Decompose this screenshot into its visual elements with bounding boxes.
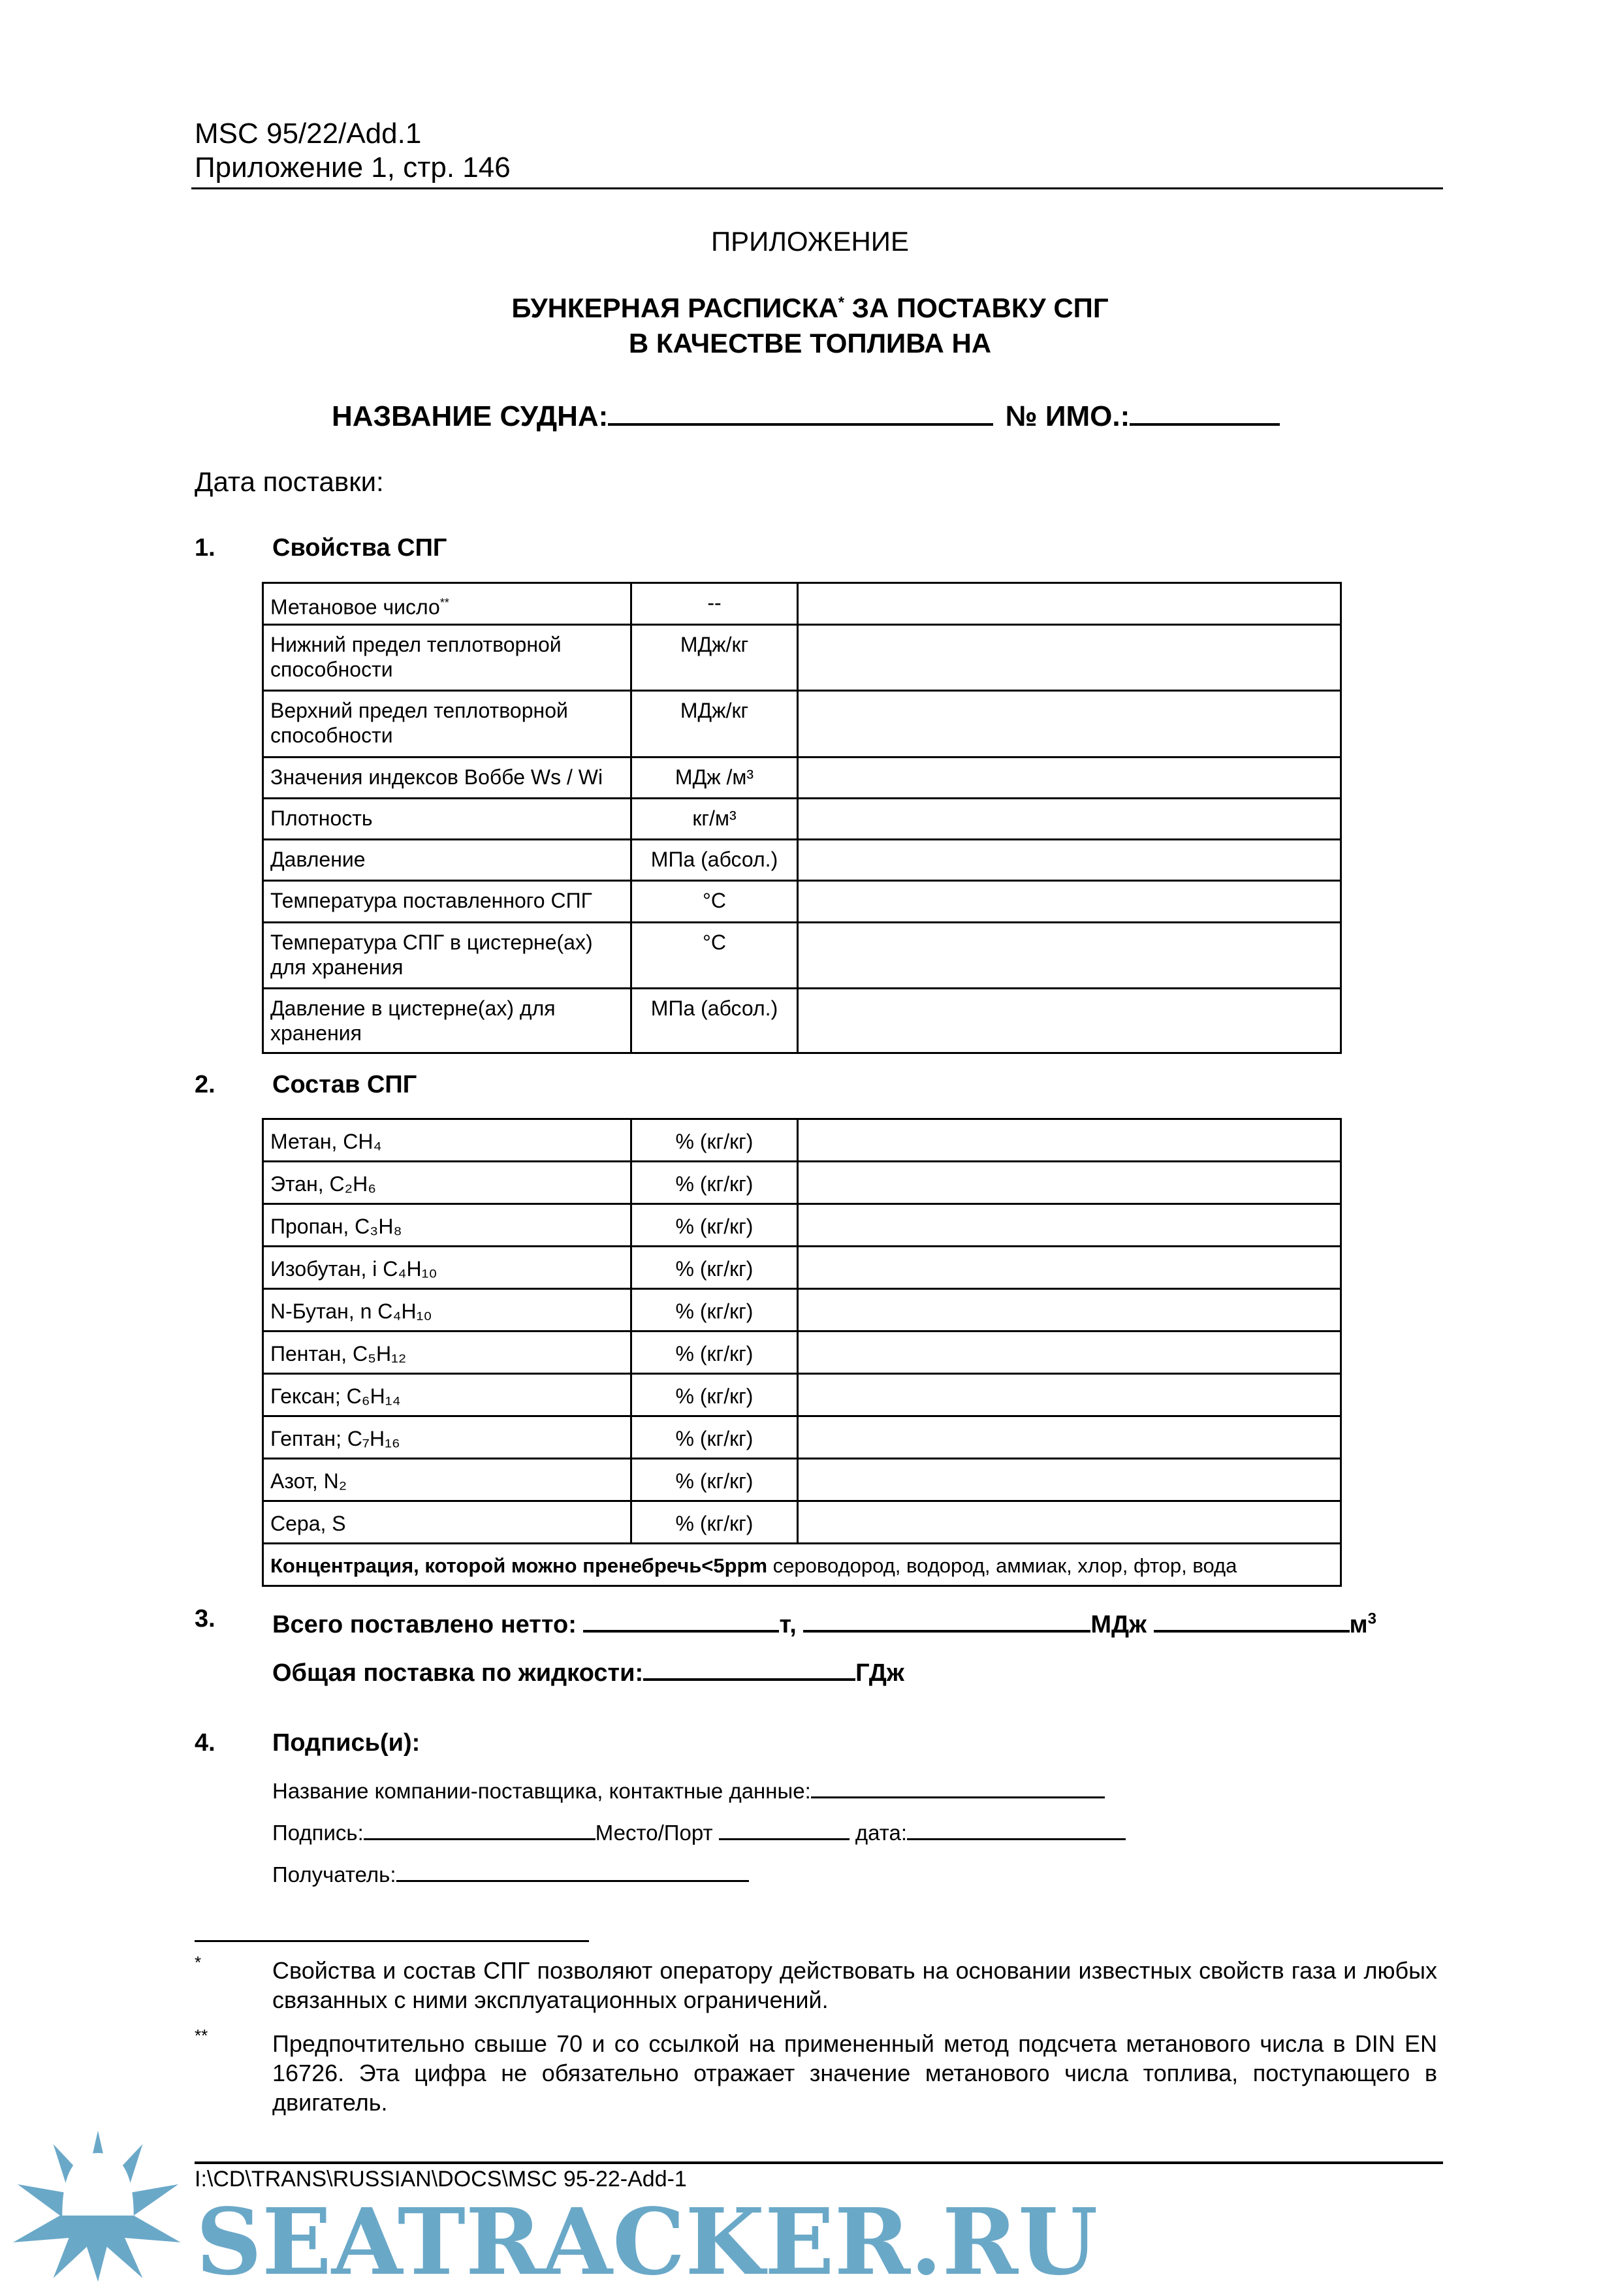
- property-value-cell[interactable]: [798, 922, 1341, 988]
- property-label: Температура поставленного СПГ: [270, 888, 592, 912]
- property-value-cell[interactable]: [798, 624, 1341, 690]
- document-title-line2: В КАЧЕСТВЕ ТОПЛИВА НА: [628, 328, 992, 359]
- header-rule: [191, 187, 1443, 189]
- supplier-line: [272, 1775, 1105, 1804]
- component-name: Гептан; C₇H₁₆: [263, 1416, 631, 1459]
- vessel-line: [332, 394, 1280, 433]
- net-volume-field[interactable]: [1154, 1605, 1350, 1633]
- property-row: [263, 880, 1341, 922]
- footnote-separator: [195, 1940, 589, 1942]
- component-unit: % (кг/кг): [631, 1119, 798, 1162]
- property-unit: °C: [631, 880, 798, 922]
- property-label: Метановое число: [270, 595, 440, 619]
- component-value-cell[interactable]: [798, 1331, 1341, 1374]
- property-name: [263, 922, 631, 988]
- footnote1-text: Свойства и состав СПГ позволяют оператору действовать на основании известных свойств газа и любых связанных с ними эксплуатационных ограничений.: [272, 1957, 1437, 2013]
- component-value-cell[interactable]: [798, 1501, 1341, 1544]
- section4-title: Подпись(и):: [272, 1729, 421, 1757]
- supplier-label: Название компании-поставщика, контактные данные:: [272, 1779, 811, 1803]
- component-unit: % (кг/кг): [631, 1374, 798, 1416]
- signature-label: Подпись:: [272, 1821, 364, 1845]
- composition-row: [263, 1247, 1341, 1289]
- component-unit: % (кг/кг): [631, 1416, 798, 1459]
- unit-m3-sup: 3: [1367, 1610, 1377, 1628]
- footer-rule: [195, 2161, 1443, 2164]
- property-name: [263, 798, 631, 839]
- property-row: [263, 922, 1341, 988]
- component-value-cell[interactable]: [798, 1416, 1341, 1459]
- composition-row: [263, 1162, 1341, 1204]
- component-unit: % (кг/кг): [631, 1289, 798, 1331]
- property-value-cell[interactable]: [798, 798, 1341, 839]
- component-unit: % (кг/кг): [631, 1247, 798, 1289]
- title-text-cont: ЗА ПОСТАВКУ СПГ: [844, 293, 1109, 323]
- net-delivered-line: [272, 1605, 1376, 1639]
- watermark-sun-icon: [13, 2122, 183, 2286]
- composition-row: [263, 1289, 1341, 1331]
- signature-field[interactable]: [364, 1817, 596, 1840]
- vessel-name-label: НАЗВАНИЕ СУДНА:: [332, 400, 609, 432]
- component-value-cell[interactable]: [798, 1459, 1341, 1501]
- document-title-line1: [0, 293, 1620, 324]
- property-label: Верхний предел теплотворной способности: [270, 698, 568, 747]
- unit-tonnes: т,: [779, 1611, 797, 1638]
- component-name: Сера, S: [263, 1501, 631, 1544]
- component-name: Гексан; C₆H₁₄: [263, 1374, 631, 1416]
- property-value-cell[interactable]: [798, 880, 1341, 922]
- property-unit: МПа (абсол.): [631, 839, 798, 880]
- property-row: [263, 624, 1341, 690]
- property-row: [263, 988, 1341, 1053]
- recipient-line: [272, 1858, 749, 1887]
- property-unit: °C: [631, 922, 798, 988]
- section3-number: 3.: [195, 1605, 215, 1633]
- unit-gj: ГДж: [855, 1659, 904, 1687]
- footnote-ref: *: [838, 294, 845, 311]
- property-row: [263, 583, 1341, 625]
- property-value-cell[interactable]: [798, 757, 1341, 798]
- property-name: [263, 583, 631, 625]
- section2-title: Состав СПГ: [272, 1071, 417, 1098]
- composition-row: [263, 1374, 1341, 1416]
- net-delivered-label: Всего поставлено нетто:: [272, 1611, 577, 1638]
- footnote2-text: Предпочтительно свыше 70 и со ссылкой на примененный метод подсчета метанового числа в DIN EN 16726. Эта цифра не обязательно отражает значение метанового числа топлива, поступающего в двигатель.: [272, 2030, 1437, 2116]
- component-value-cell[interactable]: [798, 1289, 1341, 1331]
- property-label: Давление в цистерне(ах) для хранения: [270, 996, 556, 1045]
- property-row: [263, 690, 1341, 757]
- document-code: MSC 95/22/Add.1: [195, 118, 422, 150]
- property-name: [263, 988, 631, 1053]
- component-name: Пропан, C₃H₈: [263, 1204, 631, 1247]
- imo-field[interactable]: [1130, 394, 1280, 426]
- component-name: Изобутан, i C₄H₁₀: [263, 1247, 631, 1289]
- liquid-energy-field[interactable]: [643, 1653, 855, 1681]
- property-label: Температура СПГ в цистерне(ах) для хранения: [270, 930, 593, 979]
- section4-number: 4.: [195, 1729, 215, 1757]
- property-unit: --: [631, 583, 798, 625]
- property-row: [263, 757, 1341, 798]
- component-name: Метан, CH₄: [263, 1119, 631, 1162]
- property-unit: МДж/кг: [631, 624, 798, 690]
- negligible-concentration-note: [263, 1544, 1341, 1586]
- lng-properties-table: [262, 582, 1342, 1054]
- recipient-label: Получатель:: [272, 1862, 396, 1887]
- composition-row: [263, 1416, 1341, 1459]
- lng-composition-table: [262, 1118, 1342, 1587]
- section2-number: 2.: [195, 1071, 215, 1098]
- date-label: дата:: [855, 1821, 908, 1845]
- supplier-field[interactable]: [811, 1775, 1105, 1798]
- property-unit: МПа (абсол.): [631, 988, 798, 1053]
- place-label: Место/Порт: [595, 1821, 713, 1845]
- delivery-date-label: Дата поставки:: [195, 466, 384, 497]
- property-label: Плотность: [270, 806, 373, 830]
- footnote1-mark: *: [195, 1953, 202, 1972]
- composition-row: [263, 1459, 1341, 1501]
- note-text: сероводород, водород, аммиак, хлор, фтор, вода: [767, 1554, 1237, 1577]
- composition-row: [263, 1204, 1341, 1247]
- composition-row: [263, 1501, 1341, 1544]
- component-value-cell[interactable]: [798, 1374, 1341, 1416]
- footnote2-mark: **: [195, 2026, 208, 2045]
- property-name: [263, 690, 631, 757]
- title-text: БУНКЕРНАЯ РАСПИСКА: [511, 293, 838, 323]
- composition-row: [263, 1331, 1341, 1374]
- component-value-cell[interactable]: [798, 1247, 1341, 1289]
- signature-line: [272, 1817, 1126, 1845]
- net-tonnes-field[interactable]: [583, 1605, 779, 1633]
- property-name: [263, 880, 631, 922]
- component-name: N-Бутан, n C₄H₁₀: [263, 1289, 631, 1331]
- property-name: [263, 839, 631, 880]
- component-unit: % (кг/кг): [631, 1204, 798, 1247]
- negligible-concentration-row: [263, 1544, 1341, 1586]
- property-unit: МДж/кг: [631, 690, 798, 757]
- imo-label: № ИМО.:: [1005, 400, 1130, 432]
- footnote-ref: **: [439, 596, 449, 609]
- liquid-delivery-line: [272, 1653, 904, 1687]
- watermark-logo: SEATRACKER.RU: [196, 2189, 1098, 2296]
- vessel-name-field[interactable]: [608, 394, 993, 426]
- property-name: [263, 624, 631, 690]
- footer-file-path: I:\CD\TRANS\RUSSIAN\DOCS\MSC 95-22-Add-1: [195, 2167, 687, 2192]
- section1-number: 1.: [195, 534, 215, 562]
- appendix-title: ПРИЛОЖЕНИЕ: [710, 226, 910, 257]
- composition-row: [263, 1119, 1341, 1162]
- recipient-field[interactable]: [396, 1858, 749, 1882]
- property-name: [263, 757, 631, 798]
- component-name: Пентан, C₅H₁₂: [263, 1331, 631, 1374]
- unit-m3: м: [1349, 1611, 1368, 1638]
- property-unit: МДж /м³: [631, 757, 798, 798]
- component-value-cell[interactable]: [798, 1204, 1341, 1247]
- property-label: Давление: [270, 847, 366, 871]
- property-label: Значения индексов Воббе Ws / Wi: [270, 765, 603, 789]
- property-row: [263, 798, 1341, 839]
- component-value-cell[interactable]: [798, 1162, 1341, 1204]
- component-value-cell[interactable]: [798, 1119, 1341, 1162]
- component-name: Этан, C₂H₆: [263, 1162, 631, 1204]
- note-bold: Концентрация, которой можно пренебречь<5ppm: [270, 1554, 768, 1577]
- component-unit: % (кг/кг): [631, 1162, 798, 1204]
- property-value-cell[interactable]: [798, 839, 1341, 880]
- property-unit: кг/м³: [631, 798, 798, 839]
- date-field[interactable]: [907, 1817, 1126, 1840]
- net-energy-field[interactable]: [803, 1605, 1090, 1633]
- component-name: Азот, N₂: [263, 1459, 631, 1501]
- unit-mj: МДж: [1090, 1611, 1147, 1638]
- property-value-cell[interactable]: [798, 690, 1341, 757]
- property-label: Нижний предел теплотворной способности: [270, 632, 562, 681]
- property-row: [263, 839, 1341, 880]
- property-value-cell[interactable]: [798, 583, 1341, 625]
- liquid-delivery-label: Общая поставка по жидкости:: [272, 1659, 644, 1687]
- component-unit: % (кг/кг): [631, 1501, 798, 1544]
- property-value-cell[interactable]: [798, 988, 1341, 1053]
- page-reference: Приложение 1, стр. 146: [195, 151, 511, 183]
- place-field[interactable]: [719, 1817, 850, 1840]
- component-unit: % (кг/кг): [631, 1331, 798, 1374]
- section1-title: Свойства СПГ: [272, 534, 447, 562]
- component-unit: % (кг/кг): [631, 1459, 798, 1501]
